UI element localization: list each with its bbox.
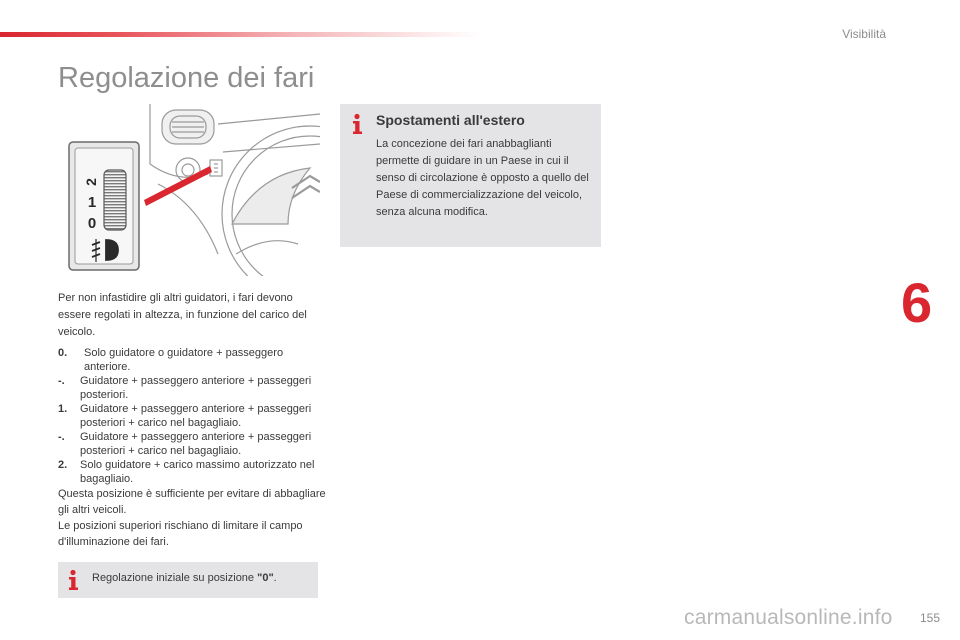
switch-label-2: 2 xyxy=(83,178,99,186)
page-number: 155 xyxy=(919,611,940,625)
position-desc: Solo guidatore + carico massimo autorizzato nel bagagliaio. xyxy=(80,459,315,485)
position-code: -. xyxy=(58,431,65,443)
tip-box xyxy=(58,562,318,598)
info-icon xyxy=(66,569,80,591)
switch-label-0: 0 xyxy=(87,215,97,232)
position-code: 2. xyxy=(58,459,68,471)
intro-text: Per non infastidire gli altri guidatori, i fari devono essere regolati in altezza, in funzione del carico del veicolo. xyxy=(58,292,307,338)
header-accent-bar xyxy=(0,32,480,37)
position-code: 0. xyxy=(58,347,68,359)
tip-suffix: . xyxy=(273,572,277,584)
position-code: 1. xyxy=(58,403,68,415)
tip-text xyxy=(92,571,277,585)
section-label: Visibilità xyxy=(842,27,886,41)
info-box-text: La concezione dei fari anabbaglianti permette di guidare in un Paese in cui il senso di circolazione è opposto a quello del Paese di commercializzazione del veicolo, senza alcuna modifica. xyxy=(376,138,589,218)
note-text: Le posizioni superiori rischiano di limitare il campo d'illuminazione dei fari. xyxy=(58,520,303,548)
list-item xyxy=(58,374,328,402)
tip-value: "0" xyxy=(257,572,274,584)
chapter-number: 6 xyxy=(901,271,933,334)
watermark: carmanualsonline.info xyxy=(684,606,893,629)
note-text: Questa posizione è sufficiente per evitare di abbagliare gli altri veicoli. xyxy=(58,488,326,516)
headlamp-switch-illustration xyxy=(58,104,320,276)
list-item xyxy=(58,402,328,430)
position-desc: Guidatore + passeggero anteriore + passeggeri posteriori. xyxy=(80,375,312,401)
position-code: -. xyxy=(58,375,65,387)
position-desc: Guidatore + passeggero anteriore + passeggeri posteriori + carico nel bagagliaio. xyxy=(80,403,312,429)
tip-text-main: Regolazione iniziale su posizione xyxy=(92,572,258,584)
position-desc: Guidatore + passeggero anteriore + passeggeri posteriori + carico nel bagagliaio. xyxy=(80,431,312,457)
info-box xyxy=(340,104,601,247)
list-item xyxy=(58,458,328,486)
info-box-title: Spostamenti all'estero xyxy=(376,112,525,128)
page-title: Regolazione dei fari xyxy=(58,62,315,94)
list-item xyxy=(58,430,328,458)
position-list xyxy=(58,346,328,550)
info-icon xyxy=(350,113,364,135)
position-desc: Solo guidatore o guidatore + passeggero anteriore. xyxy=(84,347,284,373)
switch-label-1: 1 xyxy=(87,194,97,211)
list-item xyxy=(58,346,328,374)
